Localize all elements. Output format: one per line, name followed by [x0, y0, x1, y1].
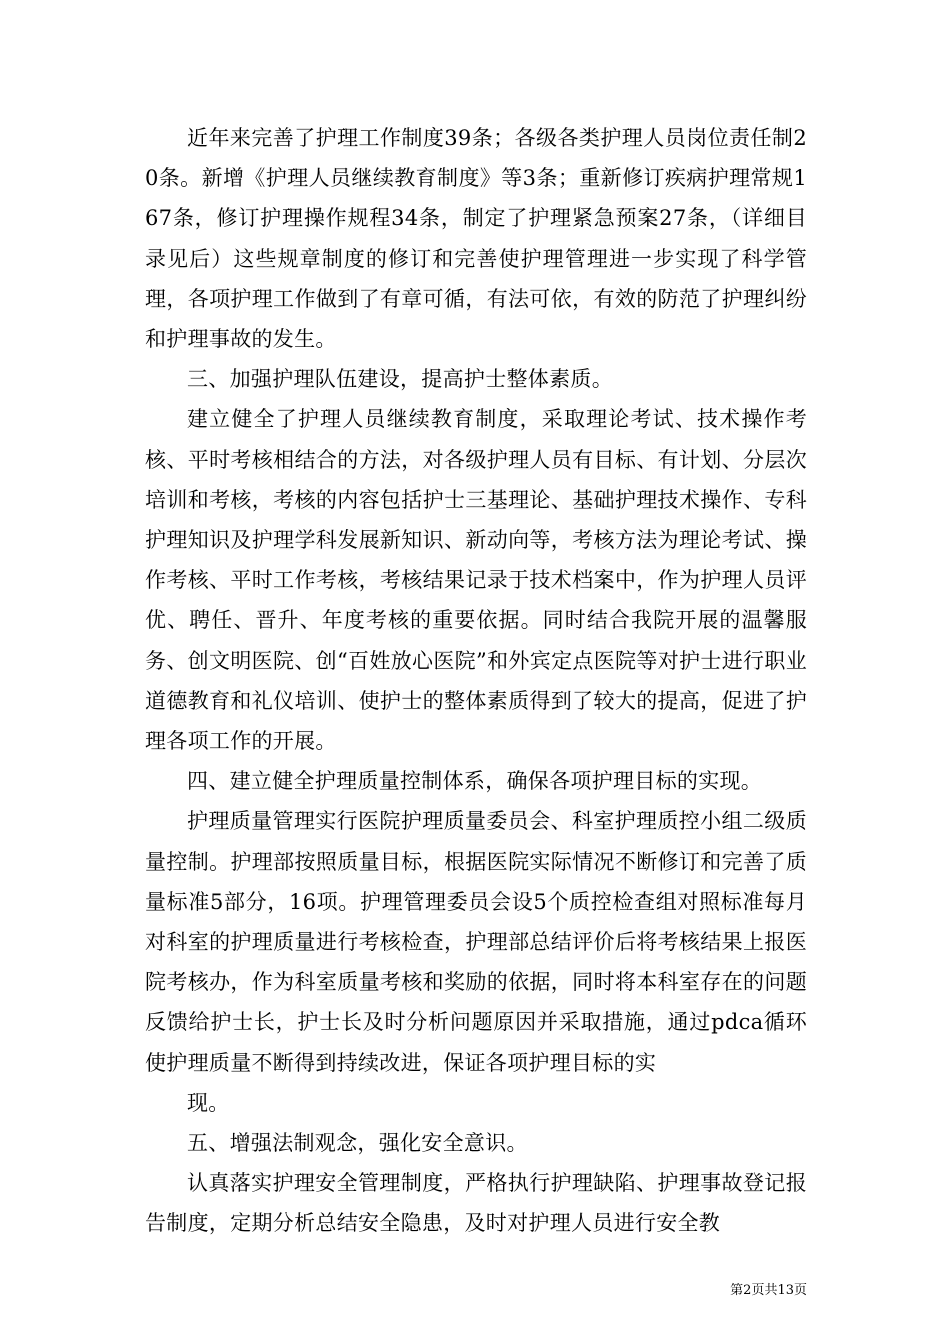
heading-section-four: 四、建立健全护理质量控制体系，确保各项护理目标的实现。 [187, 769, 763, 794]
paragraph-continuing-education: 建立健全了护理人员继续教育制度，采取理论考试、技术操作考核、平时考核相结合的方法，对各级护理人员有目标、有计划、分层次培训和考核，考核的内容包括护士三基理论、基础护理技术操作、专科护理知识及护理学科发展新知识、新动向等，考核方法为理论考试、操作考核、平时工作考核，考核结果记录于技术档案中，作为护理人员评优、聘任、晋升、年度考核的重要依据。同时结合我院开展的温馨服务、创文明医院、创“百姓放心医院”和外宾定点医院等对护士进行职业道德教育和礼仪培训、使护士的整体素质得到了较大的提高，促进了护理各项工作的开展。 [145, 407, 807, 754]
document-body [145, 118, 807, 1244]
paragraph-safety-management: 认真落实护理安全管理制度，严格执行护理缺陷、护理事故登记报告制度，定期分析总结安全隐患，及时对护理人员进行安全教 [145, 1171, 807, 1236]
paragraph-quality-control: 护理质量管理实行医院护理质量委员会、科室护理质控小组二级质量控制。护理部按照质量目标，根据医院实际情况不断修订和完善了质量标准5部分，16项。护理管理委员会设5个质控检查组对照标准每月对科室的护理质量进行考核检查，护理部总结评价后将考核结果上报医院考核办，作为科室质量考核和奖励的依据，同时将本科室存在的问题反馈给护士长，护士长及时分析问题原因并采取措施，通过pdca循环使护理质量不断得到持续改进，保证各项护理目标的实 [145, 809, 807, 1075]
page-number-footer: 第2页共13页 [730, 1283, 807, 1298]
heading-section-three: 三、加强护理队伍建设，提高护士整体素质。 [187, 367, 613, 392]
heading-section-five: 五、增强法制观念，强化安全意识。 [187, 1131, 528, 1156]
paragraph-regulations: 近年来完善了护理工作制度39条；各级各类护理人员岗位责任制20条。新增《护理人员继续教育制度》等3条；重新修订疾病护理常规167条，修订护理操作规程34条，制定了护理紧急预案27条，（详细目录见后）这些规章制度的修订和完善使护理管理进一步实现了科学管理，各项护理工作做到了有章可循，有法可依，有效的防范了护理纠纷和护理事故的发生。 [145, 126, 807, 352]
paragraph-continuation: 现。 [187, 1090, 230, 1115]
